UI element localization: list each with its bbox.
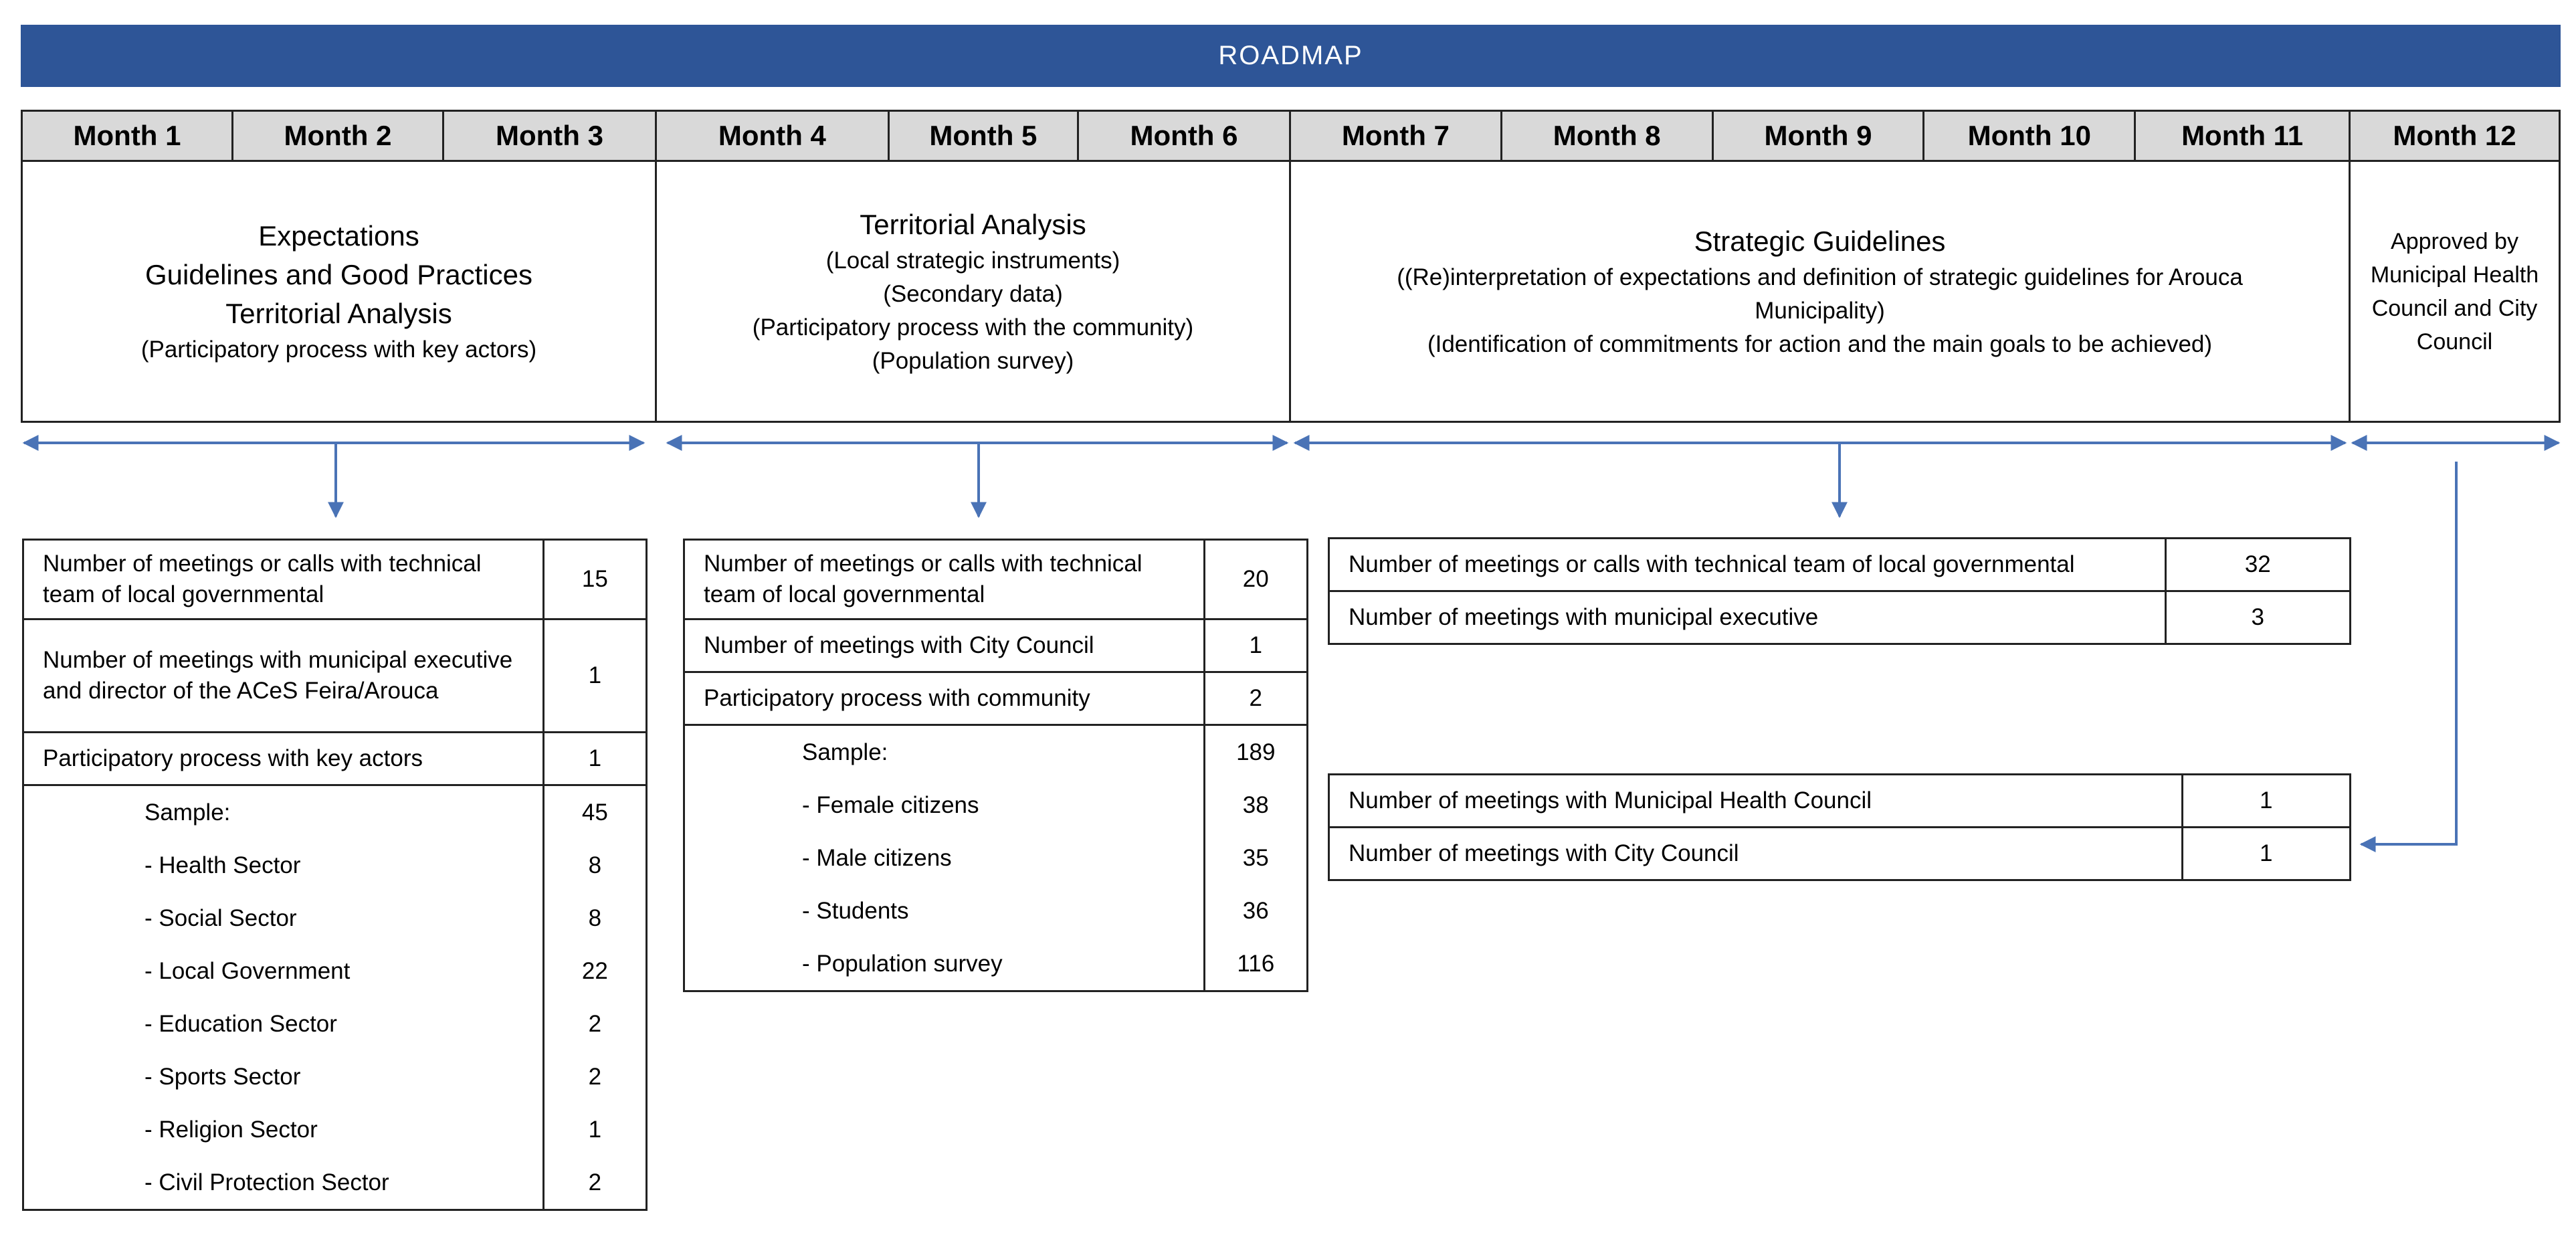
sample-row [23,945,647,997]
row-value: 1 [543,733,646,785]
sample-value: 45 [543,785,646,840]
month-7: Month 7 [1291,112,1502,160]
row-value: 15 [543,540,646,619]
row-value: 1 [1204,619,1307,672]
sample-value: 2 [543,1156,646,1210]
sample-row [23,839,647,892]
month-6: Month 6 [1130,120,1238,151]
months-group-2 [655,110,1291,162]
phase-2-note-1: (Local strategic instruments) [825,247,1120,274]
sample-label: Sample: [684,725,1205,779]
row-label: Number of meetings or calls with technical team of local governmental [1329,539,2166,591]
month-1: Month 1 [23,112,233,160]
stats-table-phase-2 [683,539,1308,992]
month-11: Month 11 [2181,120,2304,151]
stats-table-phase-1 [22,539,648,1211]
row-label: Number of meetings with City Council [1329,828,2183,880]
months-group-4 [2349,110,2561,162]
sample-label: - Civil Protection Sector [23,1156,544,1210]
month-8: Month 8 [1502,112,1714,160]
table-row [23,540,647,619]
table-row [1329,539,2351,591]
row-value: 32 [2165,539,2350,591]
sample-label: - Male citizens [684,832,1205,884]
row-label: Number of meetings with City Council [684,619,1205,672]
table-row [23,733,647,785]
sample-value: 8 [543,839,646,892]
table-row [1329,775,2351,828]
sample-label: - Health Sector [23,839,544,892]
sample-row [684,779,1308,832]
roadmap-banner: ROADMAP [21,25,2561,87]
sample-value: 36 [1204,884,1307,937]
month-2: Month 2 [233,112,444,160]
phase-4-box [2349,162,2561,423]
sample-row [684,832,1308,884]
sample-row [23,1050,647,1103]
sample-value: 1 [543,1103,646,1156]
month-9: Month 9 [1714,112,1925,160]
sample-label: - Education Sector [23,997,544,1050]
sample-value: 2 [543,1050,646,1103]
month-4: Month 4 [657,112,890,160]
sample-value: 189 [1204,725,1307,779]
sample-label: - Sports Sector [23,1050,544,1103]
phase-4-text: Approved by Municipal Health Council and City Council [2370,228,2539,355]
row-label: Participatory process with community [684,672,1205,725]
sample-label: Sample: [23,785,544,840]
row-label: Number of meetings with Municipal Health Council [1329,775,2183,828]
stats-table-phase-4 [1328,773,2351,881]
table-row [684,540,1308,619]
month-10: Month 10 [1924,112,2136,160]
phase-3-box [1289,162,2351,423]
table-row [1329,828,2351,880]
sample-value: 116 [1204,937,1307,991]
phase-1-line-2: Guidelines and Good Practices [145,258,532,290]
sample-row [23,1156,647,1210]
sample-row [684,937,1308,991]
sample-row [23,785,647,840]
sample-value: 8 [543,892,646,945]
sample-label: - Religion Sector [23,1103,544,1156]
stats-table-phase-3 [1328,537,2351,645]
sample-row [23,997,647,1050]
sample-row [684,884,1308,937]
row-value: 20 [1204,540,1307,619]
phase-1-box [21,162,657,423]
phase-1-line-1: Expectations [258,219,419,252]
sample-value: 38 [1204,779,1307,832]
sample-label: - Social Sector [23,892,544,945]
sample-value: 22 [543,945,646,997]
row-label: Number of meetings or calls with technical team of local governmental [23,540,544,619]
phase-2-title: Territorial Analysis [860,208,1086,240]
elbow-arrow-approval [2361,462,2456,844]
sample-label: - Female citizens [684,779,1205,832]
phase-2-note-4: (Population survey) [872,347,1074,374]
row-value: 1 [2182,828,2350,880]
month-12: Month 12 [2393,120,2516,151]
table-row [1329,591,2351,644]
row-value: 1 [543,619,646,733]
phase-3-title: Strategic Guidelines [1694,225,1946,257]
row-value: 3 [2165,591,2350,644]
sample-row [23,1103,647,1156]
sample-value: 35 [1204,832,1307,884]
table-row [23,619,647,733]
sample-label: - Population survey [684,937,1205,991]
row-label: Number of meetings with municipal executive [1329,591,2166,644]
phase-3-note-1: ((Re)interpretation of expectations and definition of strategic guidelines for Arouca Municipality) [1397,264,2243,324]
sample-value: 2 [543,997,646,1050]
phase-2-note-3: (Participatory process with the community) [752,314,1194,341]
row-value: 2 [1204,672,1307,725]
month-5: Month 5 [890,112,1079,160]
row-label: Number of meetings or calls with technical team of local governmental [684,540,1205,619]
table-row [684,672,1308,725]
row-label: Participatory process with key actors [23,733,544,785]
sample-label: - Students [684,884,1205,937]
row-value: 1 [2182,775,2350,828]
months-group-3 [1289,110,2351,162]
phase-2-box [655,162,1291,423]
phase-3-note-2: (Identification of commitments for action and the main goals to be achieved) [1427,330,2213,357]
sample-row [684,725,1308,779]
phase-2-note-2: (Secondary data) [883,280,1063,307]
months-group-1 [21,110,657,162]
phase-1-note: (Participatory process with key actors) [140,336,537,363]
sample-label: - Local Government [23,945,544,997]
table-row [684,619,1308,672]
phase-1-line-3: Territorial Analysis [225,297,452,329]
sample-row [23,892,647,945]
month-3: Month 3 [496,120,603,151]
row-label: Number of meetings with municipal executive and director of the ACeS Feira/Arouca [23,619,544,733]
